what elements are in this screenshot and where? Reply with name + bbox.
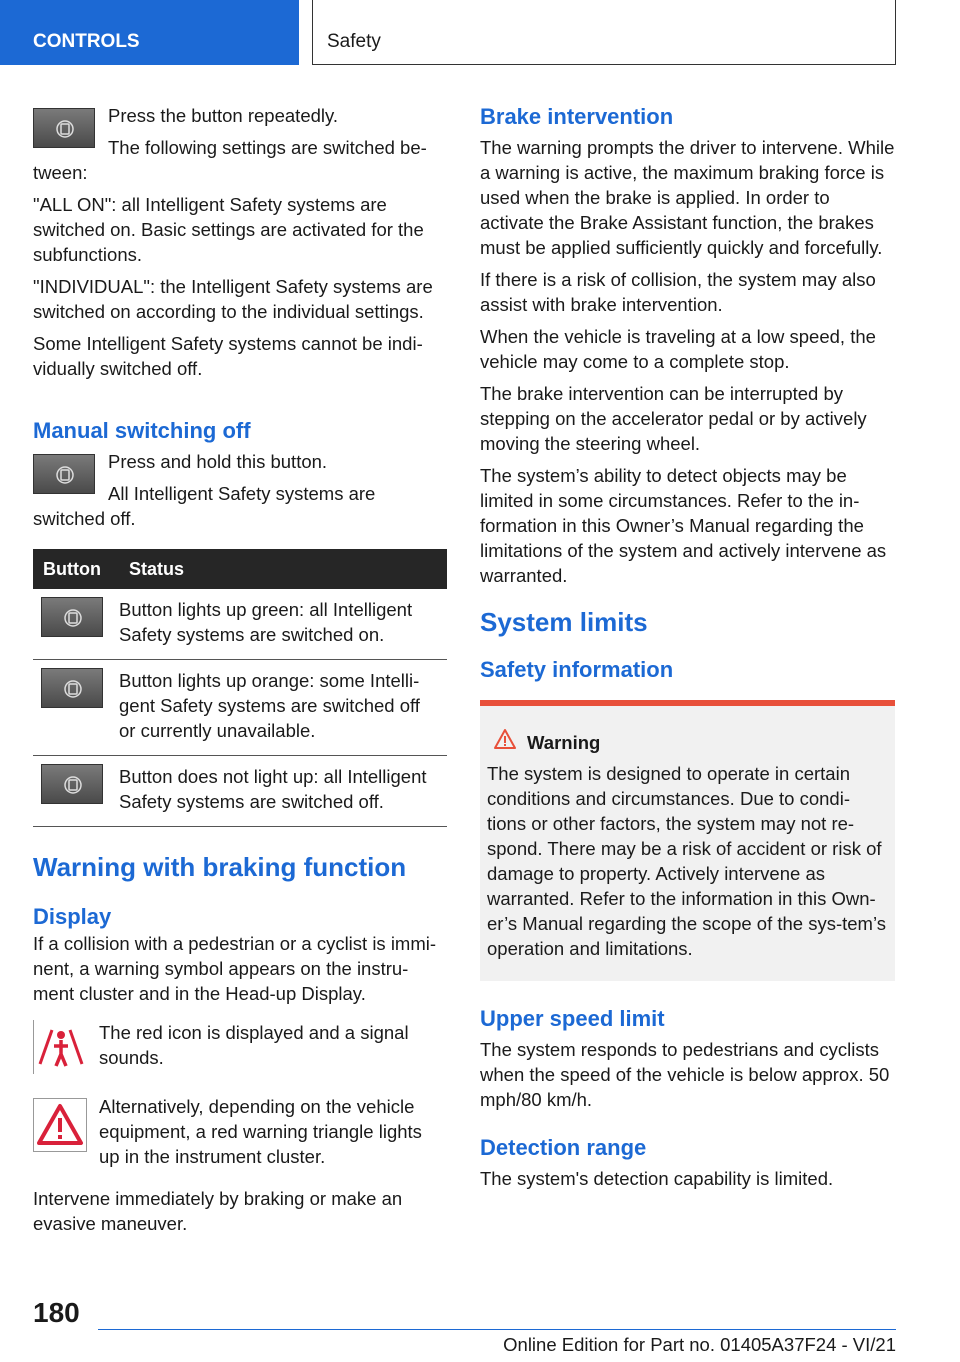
text-paragraph: Press the button repeatedly. [108,105,339,126]
footer-edition: Online Edition for Part no. 01405A37F24 - VI/21 [98,1329,896,1358]
text-paragraph: The following settings are switched be‐tween: [33,137,427,183]
heading-safety-information: Safety information [480,657,674,682]
table-cell-status: Button lights up green: all Intelligent Safety systems are switched on. [119,589,447,660]
heading-system-limits: System limits [480,607,648,637]
table-cell-status: Button lights up orange: some Intelli‐gent Safety systems are switched off or currently unavailable. [119,660,447,756]
triangle-warning-block [33,1094,447,1174]
safety-button-icon [33,454,95,494]
heading-warning-braking: Warning with braking function [33,852,407,882]
page-number: 180 [33,1297,80,1328]
intro-block [33,103,447,185]
table-cell-status: Button does not light up: all Intelligent Safety systems are switched off. [119,756,447,827]
heading-manual-switching-off: Manual switching off [33,418,251,443]
pedestrian-warning-icon [33,1020,87,1074]
table-header-button: Button [33,549,119,589]
text-paragraph: All Intelligent Safety systems are switched off. [33,483,376,529]
text-paragraph: If there is a risk of collision, the system may also assist with brake intervention. [480,269,876,315]
section-tab: CONTROLS [0,0,299,65]
safety-button-icon [41,668,103,708]
table-row [33,756,447,827]
text-paragraph: "ALL ON": all Intelligent Safety systems are switched on. Basic settings are activated for the subfunctions. [33,194,424,265]
heading-detection-range: Detection range [480,1135,647,1160]
pedestrian-warning-block [33,1020,447,1082]
warning-triangle-icon [33,1098,87,1152]
table-row [33,660,447,756]
heading-upper-speed-limit: Upper speed limit [480,1006,665,1031]
manual-off-block [33,449,447,531]
text-paragraph: The brake intervention can be interrupted by stepping on the accelerator pedal or by actively moving the steering wheel. [480,383,867,454]
warning-label [527,730,888,755]
safety-button-icon [41,597,103,637]
text-paragraph: The system responds to pedestrians and cyclists when the speed of the vehicle is below approx. 50 mph/80 km/h. [480,1039,890,1110]
text-paragraph: Intervene immediately by braking or make an evasive maneuver. [33,1188,403,1234]
text-paragraph: The red icon is displayed and a signal sounds. [99,1022,409,1068]
button-status-table [33,549,447,827]
heading-brake-intervention: Brake intervention [480,104,674,129]
text-paragraph: Some Intelligent Safety systems cannot be indi‐vidually switched off. [33,333,423,379]
right-column [480,103,895,1198]
text-paragraph: Press and hold this button. [108,451,328,472]
text-paragraph: The system’s ability to detect objects may be limited in some circumstances. Refer to the in‐formation in this Owner’s Manual regarding the limitations of the system and actively intervene as warranted. [480,465,887,586]
heading-display: Display [33,904,112,929]
safety-button-icon [33,108,95,148]
table-header-status: Status [119,549,447,589]
safety-button-icon [41,764,103,804]
text-paragraph: "INDIVIDUAL": the Intelligent Safety systems are switched on according to the individual settings. [33,276,433,322]
chapter-title: Safety [312,0,896,65]
warning-label-text: Warning [527,732,601,753]
warning-box [480,700,895,981]
text-paragraph: When the vehicle is traveling at a low speed, the vehicle may come to a complete stop. [480,326,876,372]
table-row [33,589,447,660]
text-paragraph: The warning prompts the driver to intervene. While a warning is active, the maximum braking force is used when the brake is applied. In order to activate the Brake Assistant function, the brakes must be applied sufficiently quickly and forcefully. [480,137,895,258]
text-paragraph: If a collision with a pedestrian or a cyclist is immi‐nent, a warning symbol appears on the instru‐ment cluster and in the Head-up Display. [33,933,437,1004]
text-paragraph: The system's detection capability is limited. [480,1168,834,1189]
text-paragraph: Alternatively, depending on the vehicle equipment, a red warning triangle lights up in the instrument cluster. [99,1096,422,1167]
warning-text: The system is designed to operate in certain conditions and circumstances. Due to condi‐tions or other factors, the system may not re‐spond. There may be a risk of accident or risk of damage to property. Actively intervene as warranted. Refer to the information in this Own‐er’s Manual regarding the scope of the sys‐tem’s operation and limitations. [487,763,886,959]
warning-triangle-icon [493,728,517,750]
left-column [33,103,447,1243]
